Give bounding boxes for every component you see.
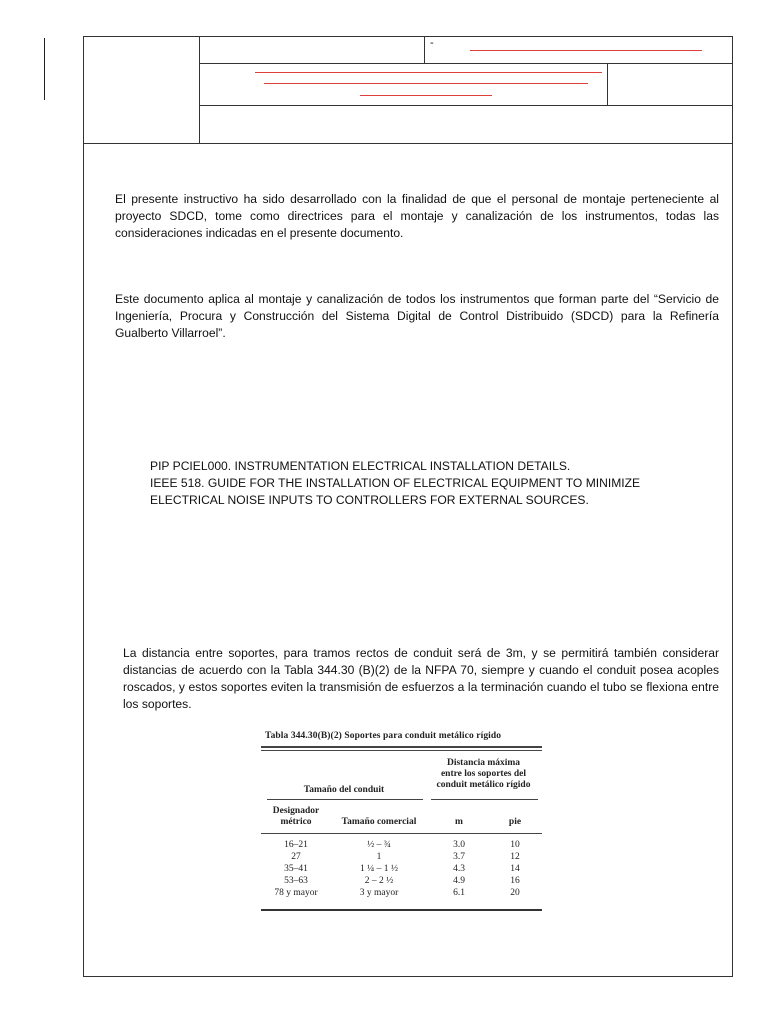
reference-item: IEEE 518. GUIDE FOR THE INSTALLATION OF ELECTRICAL EQUIPMENT TO MINIMIZE: [150, 476, 641, 490]
header-row-3: [200, 106, 732, 143]
header-redline: [470, 50, 702, 51]
nfpa-support-table: [261, 727, 542, 911]
header-dash: -: [430, 37, 434, 49]
table-row: [261, 876, 542, 887]
reference-list: [150, 458, 710, 509]
table-rule: [431, 799, 538, 800]
cell-ft: 12: [510, 852, 520, 862]
table-group-header-right: [427, 758, 540, 791]
header-line: Distancia máxima: [446, 758, 521, 768]
table-rule: [261, 833, 542, 834]
reference-item: PIP PCIEL000. INSTRUMENTATION ELECTRICAL INSTALLATION DETAILS.: [150, 459, 571, 473]
table-title: Tabla 344.30(B)(2) Soportes para conduit metálico rígido: [265, 731, 502, 741]
margin-change-bar: [44, 38, 45, 100]
cell-trade: 2 – 2 ½: [364, 876, 394, 886]
col-header-m: m: [455, 817, 463, 827]
cell-trade: 3 y mayor: [359, 888, 399, 898]
table-rule: [261, 750, 542, 751]
header-redline: [255, 72, 602, 73]
table-rule: [261, 746, 542, 748]
col-header-ft: pie: [508, 817, 522, 827]
scope-paragraph: Este documento aplica al montaje y canalización de todos los instrumentos que forman parte del “Servicio de Ingeniería, Procura y Construcción del Sistema Digital de Control Distribuido (SDCD) para la Refinería Gualberto Villarroel”.: [115, 292, 719, 340]
header-redline: [264, 83, 588, 84]
table-row: [261, 864, 542, 875]
table-row: [261, 840, 542, 851]
cell-trade: 1 ¼ – 1 ½: [360, 864, 398, 874]
header-line: Designador: [272, 806, 320, 816]
table-rule: [267, 799, 423, 800]
table-group-header-left: Tamaño del conduit: [303, 785, 385, 795]
header-row-2: [200, 64, 732, 106]
cell-metric: 27: [291, 852, 301, 862]
table-row: [261, 852, 542, 863]
document-header: [84, 37, 732, 144]
header-revision-cell: [607, 64, 733, 105]
header-logo-cell: [84, 37, 200, 143]
cell-ft: 10: [510, 840, 520, 850]
cell-ft: 14: [510, 864, 520, 874]
cell-m: 4.3: [453, 864, 465, 874]
col-header-metric: [261, 806, 331, 828]
cell-metric: 16–21: [284, 840, 308, 850]
cell-metric: 35–41: [284, 864, 308, 874]
header-line: entre los soportes del: [440, 769, 527, 779]
cell-m: 3.0: [453, 840, 465, 850]
table-row: [261, 888, 542, 899]
header-redline: [360, 95, 492, 96]
cell-trade: ½ – ¾: [367, 840, 391, 850]
cell-metric: 53–63: [284, 876, 308, 886]
objective-paragraph: El presente instructivo ha sido desarrollado con la finalidad de que el personal de montaje perteneciente al proyecto SDCD, tome como directrices para el montaje y canalización de los instrumentos, todas las consideraciones indicadas en el presente documento.: [115, 192, 719, 240]
supports-paragraph: La distancia entre soportes, para tramos rectos de conduit será de 3m, y se permitirá también considerar distancias de acuerdo con la Tabla 344.30 (B)(2) de la NFPA 70, siempre y cuando el conduit posea acoples roscados, y estos soportes eviten la transmisión de esfuerzos a la terminación cuando el tubo se flexiona entre los soportes.: [123, 646, 719, 711]
col-header-trade: Tamaño comercial: [341, 817, 417, 827]
cell-m: 4.9: [453, 876, 465, 886]
cell-ft: 16: [510, 876, 520, 886]
cell-trade: 1: [376, 852, 382, 862]
cell-metric: 78 y mayor: [274, 888, 318, 898]
header-row-1: [200, 37, 732, 64]
cell-m: 6.1: [453, 888, 465, 898]
cell-m: 3.7: [453, 852, 465, 862]
cell-ft: 20: [510, 888, 520, 898]
header-line: conduit metálico rígido: [436, 780, 531, 790]
header-line: métrico: [280, 817, 312, 827]
header-code-cell: [200, 37, 425, 63]
reference-item: ELECTRICAL NOISE INPUTS TO CONTROLLERS FOR EXTERNAL SOURCES.: [150, 493, 589, 507]
